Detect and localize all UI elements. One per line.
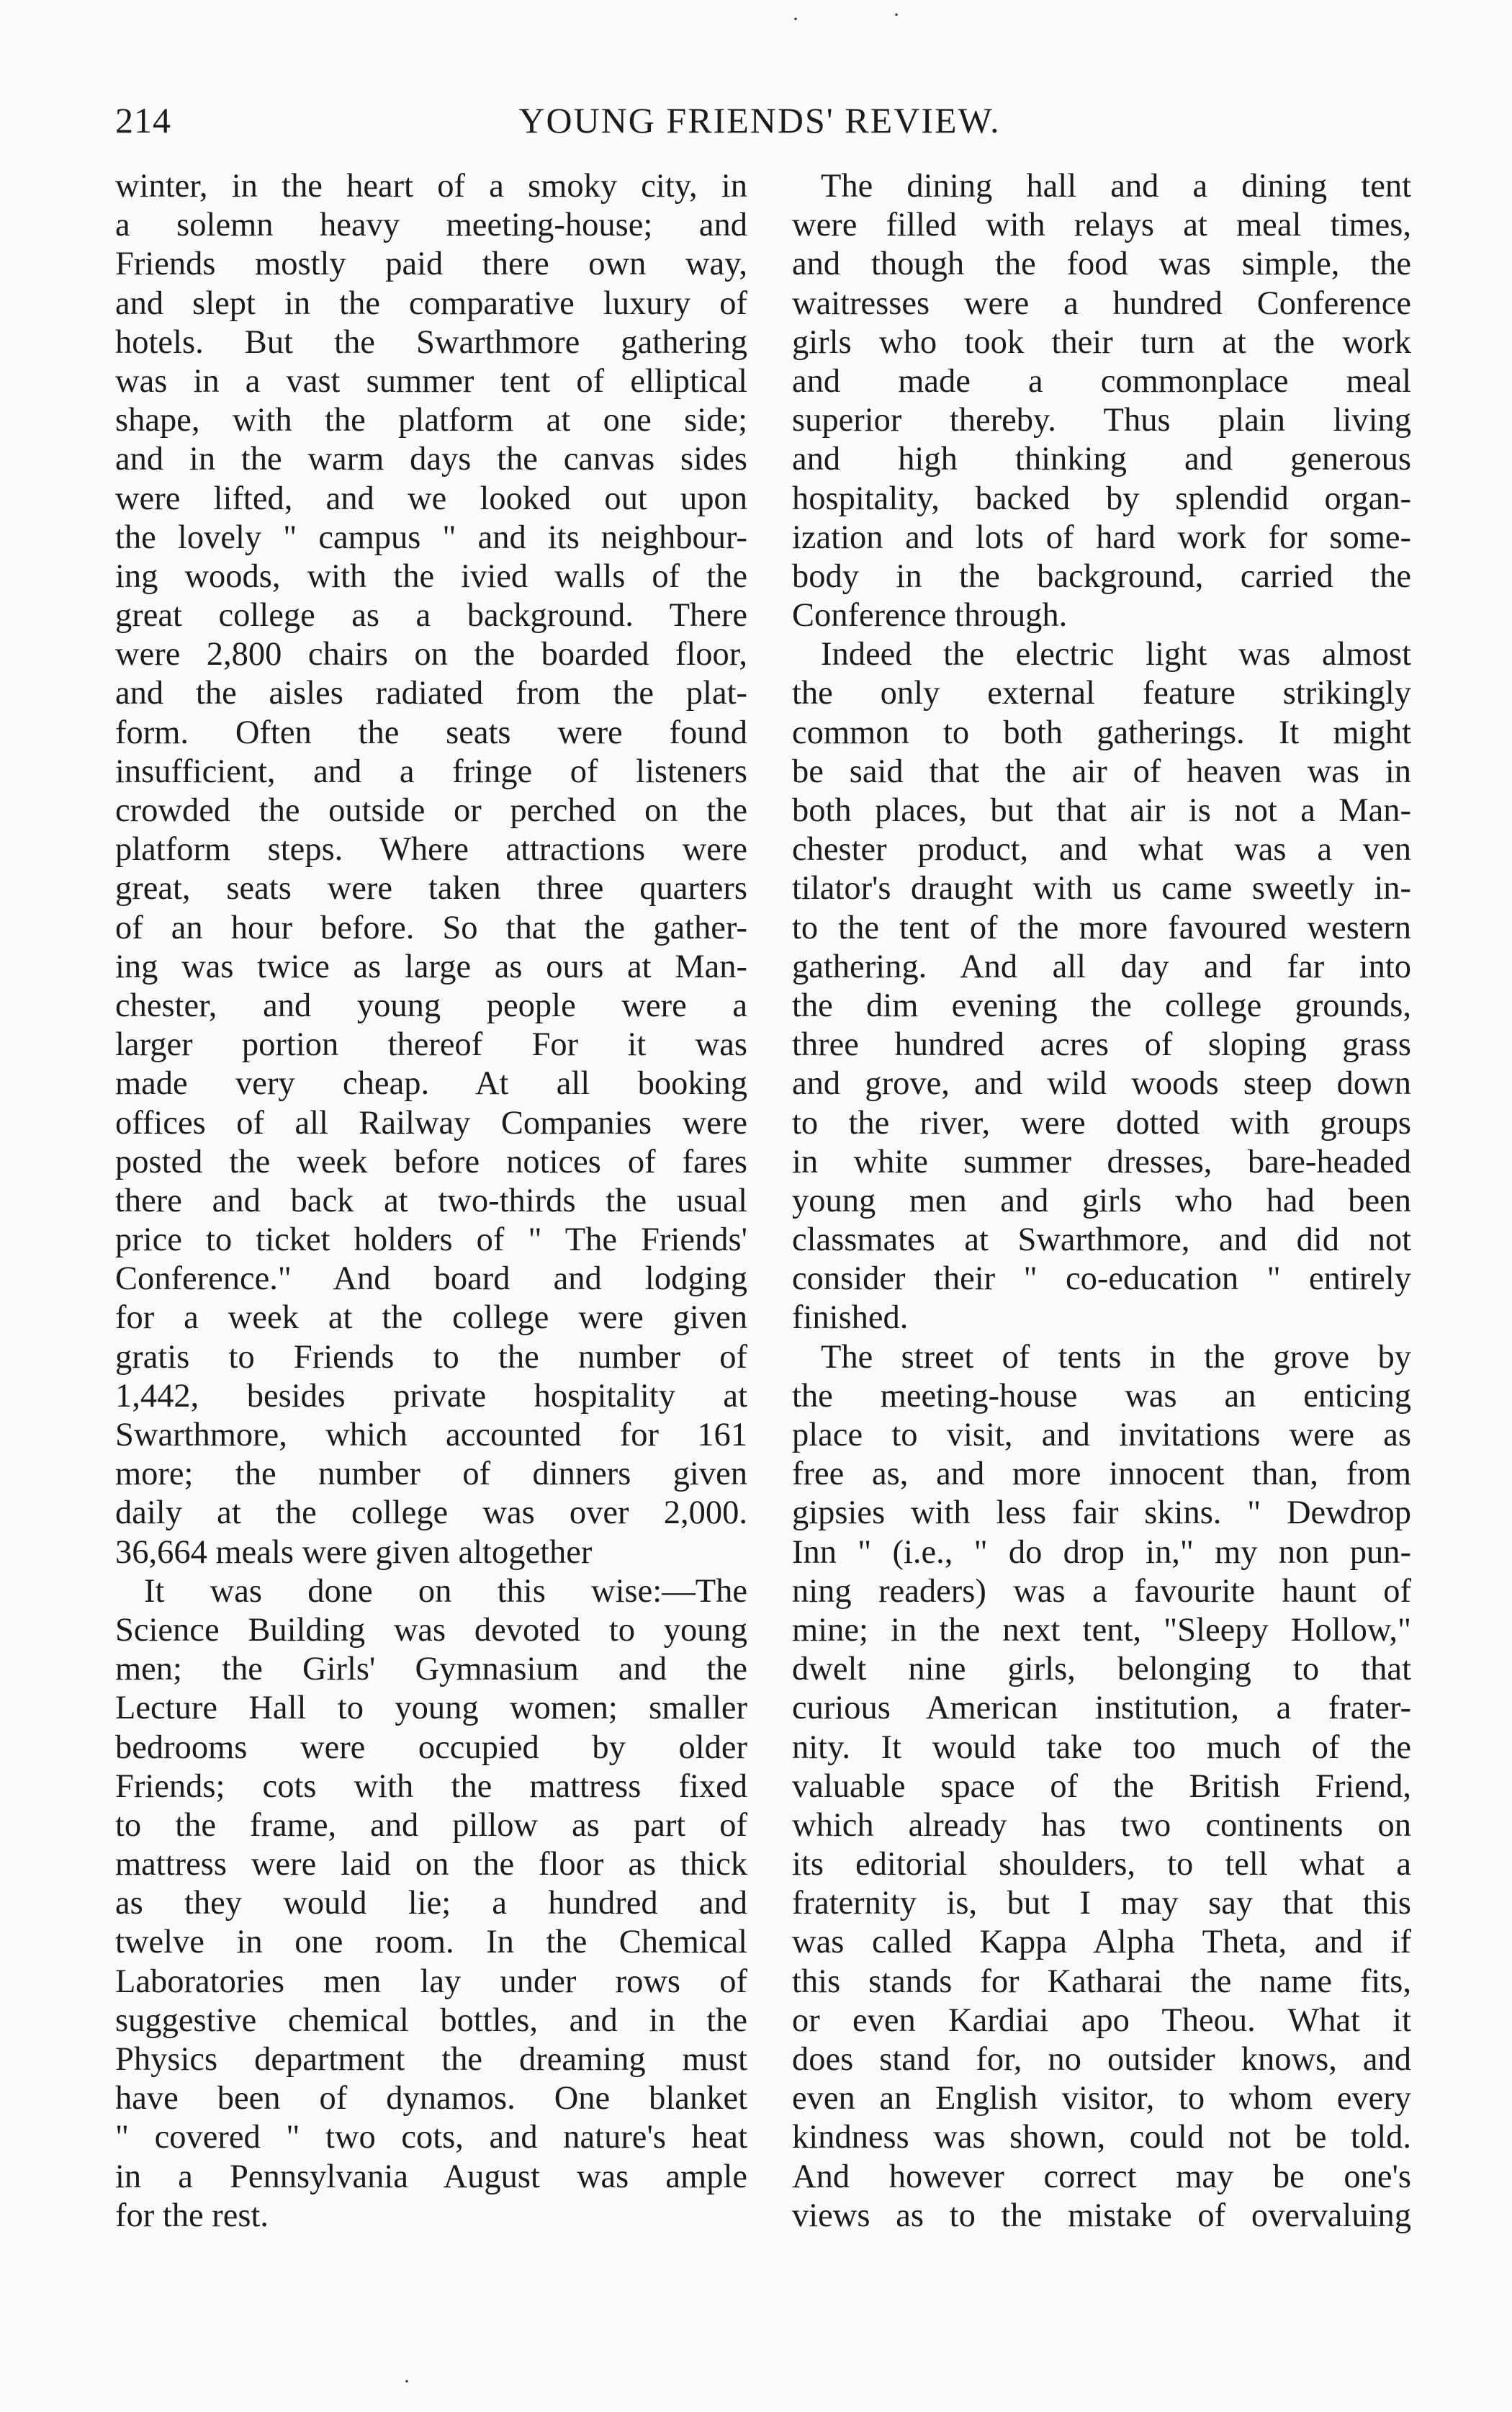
text-line: chester product, and what was a ven (792, 831, 1411, 869)
text-line: finished. (792, 1299, 909, 1337)
text-line: as they would lie; a hundred and (115, 1885, 747, 1922)
text-line: fraternity is, but I may say that this (792, 1885, 1411, 1922)
page-number: 214 (115, 100, 171, 140)
left-text-column (115, 167, 747, 2236)
text-line: gipsies with less fair skins. " Dewdrop (792, 1494, 1411, 1532)
scan-speck: · (403, 2370, 410, 2393)
running-title: YOUNG FRIENDS' REVIEW. (518, 100, 1001, 140)
text-line: for a week at the college were given (115, 1299, 747, 1337)
text-line: and the aisles radiated from the plat- (115, 675, 747, 712)
text-line: dwelt nine girls, belonging to that (792, 1651, 1411, 1688)
text-line: made very cheap. At all booking (115, 1065, 747, 1103)
text-line: to the river, were dotted with groups (792, 1104, 1411, 1142)
text-line: in a Pennsylvania August was ample (115, 2158, 747, 2195)
text-line: which already has two continents on (792, 1806, 1411, 1844)
text-line: views as to the mistake of overvaluing (792, 2197, 1411, 2234)
text-line: crowded the outside or perched on the (115, 792, 747, 829)
text-line: Friends mostly paid there own way, (115, 246, 747, 283)
text-line: young men and girls who had been (792, 1182, 1411, 1219)
scan-speck: · (893, 3, 900, 27)
text-line: kindness was shown, could not be told. (792, 2119, 1411, 2156)
text-line: superior thereby. Thus plain living (792, 402, 1411, 439)
text-line: gratis to Friends to the number of (115, 1338, 747, 1376)
text-line: the meeting-house was an enticing (792, 1377, 1411, 1415)
text-line: ing woods, with the ivied walls of the (115, 557, 747, 595)
text-line: more; the number of dinners given (115, 1456, 747, 1493)
text-line: its editorial shoulders, to tell what a (792, 1846, 1411, 1883)
text-line: common to both gatherings. It might (792, 714, 1411, 751)
text-line: free as, and more innocent than, from (792, 1456, 1411, 1493)
text-line: be said that the air of heaven was in (792, 753, 1411, 790)
text-line: waitresses were a hundred Conference (792, 284, 1411, 322)
scan-speck: · (792, 7, 799, 31)
text-line: Inn " (i.e., " do drop in," my non pun- (792, 1533, 1411, 1571)
text-line: in white summer dresses, bare-headed (792, 1143, 1411, 1180)
text-line: posted the week before notices of fares (115, 1143, 747, 1180)
text-line: mattress were laid on the floor as thick (115, 1846, 747, 1883)
text-line: curious American institution, a frater- (792, 1690, 1411, 1727)
text-line: men; the Girls' Gymnasium and the (115, 1651, 747, 1688)
text-line: and in the warm days the canvas sides (115, 441, 747, 478)
text-line: insufficient, and a fringe of listeners (115, 753, 747, 790)
text-line: to the tent of the more favoured western (792, 909, 1411, 946)
text-line: were filled with relays at meal times, (792, 207, 1411, 244)
text-line: form. Often the seats were found (115, 714, 747, 751)
text-line: place to visit, and invitations were as (792, 1417, 1411, 1453)
text-line: and slept in the comparative luxury of (115, 284, 747, 322)
text-line: mine; in the next tent, "Sleepy Hollow," (792, 1611, 1411, 1649)
text-line: Friends; cots with the mattress fixed (115, 1767, 747, 1805)
text-line: great college as a background. There (115, 597, 747, 635)
text-line: and though the food was simple, the (792, 246, 1411, 283)
text-line: Physics department the dreaming must (115, 2041, 747, 2078)
text-line: and high thinking and generous (792, 441, 1411, 478)
text-line: larger portion thereof For it was (115, 1026, 747, 1064)
text-line: a solemn heavy meeting-house; and (115, 207, 747, 244)
text-line: valuable space of the British Friend, (792, 1767, 1411, 1805)
text-line: was in a vast summer tent of elliptical (115, 362, 747, 400)
text-line: have been of dynamos. One blanket (115, 2080, 747, 2117)
text-line: daily at the college was over 2,000. (115, 1494, 747, 1532)
text-line: ning readers) was a favourite haunt of (792, 1572, 1411, 1610)
text-line: body in the background, carried the (792, 557, 1411, 595)
text-line: nity. It would take too much of the (792, 1729, 1411, 1766)
text-line: offices of all Railway Companies were (115, 1104, 747, 1142)
text-line: suggestive chemical bottles, and in the (115, 2001, 747, 2039)
text-line: both places, but that air is not a Man- (792, 792, 1411, 829)
text-line: " covered " two cots, and nature's heat (115, 2119, 747, 2156)
text-line: tilator's draught with us came sweetly in- (792, 870, 1411, 907)
text-line: girls who took their turn at the work (792, 323, 1411, 361)
text-line: ization and lots of hard work for some- (792, 519, 1411, 556)
text-line: platform steps. Where attractions were (115, 831, 747, 869)
text-line: even an English visitor, to whom every (792, 2080, 1411, 2117)
text-line: were lifted, and we looked out upon (115, 480, 747, 517)
text-line: ing was twice as large as ours at Man- (115, 948, 747, 985)
text-line: hospitality, backed by splendid organ- (792, 480, 1411, 517)
text-line: 1,442, besides private hospitality at (115, 1377, 747, 1415)
text-line: and made a commonplace meal (792, 362, 1411, 400)
text-line: the only external feature strikingly (792, 675, 1411, 712)
text-line: does stand for, no outsider knows, and (792, 2041, 1411, 2078)
text-line: It was done on this wise:—The (144, 1572, 747, 1610)
text-line: bedrooms were occupied by older (115, 1729, 747, 1766)
text-line: gathering. And all day and far into (792, 948, 1411, 985)
text-line: three hundred acres of sloping grass (792, 1026, 1411, 1064)
text-line: Science Building was devoted to young (115, 1611, 747, 1649)
text-line: was called Kappa Alpha Theta, and if (792, 1924, 1411, 1961)
text-line: Conference." And board and lodging (115, 1260, 747, 1298)
text-line: Lecture Hall to young women; smaller (115, 1690, 747, 1727)
text-line: Conference through. (792, 597, 1068, 635)
text-line: consider their " co-education " entirely (792, 1260, 1411, 1298)
text-line: hotels. But the Swarthmore gathering (115, 323, 747, 361)
text-line: price to ticket holders of " The Friends' (115, 1221, 747, 1259)
text-line: were 2,800 chairs on the boarded floor, (115, 636, 747, 673)
right-text-column (792, 167, 1411, 2236)
text-line: or even Kardiai apo Theou. What it (792, 2001, 1411, 2039)
text-line: chester, and young people were a (115, 987, 747, 1024)
text-line: this stands for Katharai the name fits, (792, 1963, 1411, 2000)
page-header (115, 99, 1404, 150)
text-line: Swarthmore, which accounted for 161 (115, 1417, 747, 1453)
text-line: and grove, and wild woods steep down (792, 1065, 1411, 1103)
text-line: to the frame, and pillow as part of (115, 1806, 747, 1844)
text-line: The street of tents in the grove by (821, 1338, 1411, 1376)
text-line: shape, with the platform at one side; (115, 402, 747, 439)
text-line: the lovely " campus " and its neighbour- (115, 519, 747, 556)
text-line: winter, in the heart of a smoky city, in (115, 168, 747, 205)
text-line: of an hour before. So that the gather- (115, 909, 747, 946)
text-line: Laboratories men lay under rows of (115, 1963, 747, 2000)
text-line: 36,664 meals were given altogether (115, 1533, 593, 1571)
text-line: the dim evening the college grounds, (792, 987, 1411, 1024)
text-line: there and back at two-thirds the usual (115, 1182, 747, 1219)
text-line: The dining hall and a dining tent (821, 168, 1411, 205)
text-line: for the rest. (115, 2197, 269, 2234)
text-line: And however correct may be one's (792, 2158, 1411, 2195)
text-line: Indeed the electric light was almost (821, 636, 1411, 673)
text-line: twelve in one room. In the Chemical (115, 1924, 747, 1961)
text-line: great, seats were taken three quarters (115, 870, 747, 907)
text-line: classmates at Swarthmore, and did not (792, 1221, 1411, 1259)
